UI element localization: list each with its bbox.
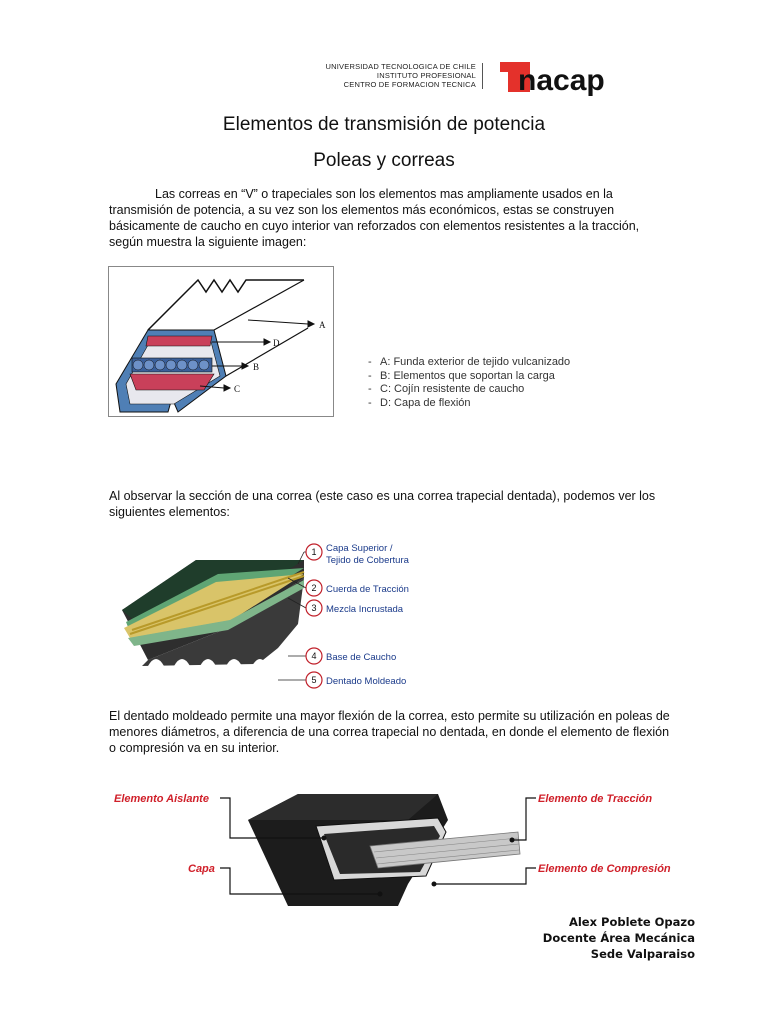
label-elemento-traccion: Elemento de Tracción [538, 793, 653, 805]
paragraph-3-line-3: o compresión va en su interior. [109, 741, 280, 755]
legend-text-d: D: Capa de flexión [380, 396, 471, 409]
callout-label-4: Base de Caucho [326, 652, 397, 663]
callout-label-1b: Tejido de Cobertura [326, 555, 409, 566]
label-b: B [253, 362, 260, 372]
callout-number-4: 4 [311, 651, 317, 661]
label-a: A [319, 320, 326, 330]
paragraph-1 [109, 186, 669, 250]
signature-role: Docente Área Mecánica [542, 931, 695, 945]
label-elemento-compresion: Elemento de Compresión [538, 863, 671, 875]
legend-item: - A: Funda exterior de tejido vulcanizado [368, 356, 571, 368]
label-elemento-aislante: Elemento Aislante [114, 793, 209, 805]
paragraph-3-line-1: El dentado moldeado permite una mayor flexión de la correa, esto permite su utilización en poleas de [109, 709, 670, 723]
legend-item: - B: Elementos que soportan la carga [368, 369, 555, 382]
paragraph-3-line-2: menores diámetros, a diferencia de una correa trapecial no dentada, en donde el elemento de flexión [109, 725, 670, 739]
institution-line-3: CENTRO DE FORMACION TECNICA [343, 80, 476, 89]
callout-number-5: 5 [311, 675, 317, 685]
signature-block [455, 914, 695, 962]
callout-label-1a: Capa Superior / [326, 543, 393, 554]
label-d: D [273, 338, 280, 348]
vbelt-section-figure [108, 266, 334, 418]
header-divider [482, 63, 483, 89]
callout-label-2: Cuerda de Tracción [326, 584, 409, 595]
institution-block [300, 62, 476, 89]
legend-item: - D: Capa de flexión [368, 396, 471, 409]
callout-number-1: 1 [311, 547, 317, 557]
institution-line-1: UNIVERSIDAD TECNOLOGICA DE CHILE [325, 62, 476, 71]
signature-site: Sede Valparaiso [590, 947, 695, 961]
paragraph-2-line-2: siguientes elementos: [109, 505, 230, 519]
belt-components-figure [108, 780, 688, 910]
legend-item: - C: Cojín resistente de caucho [368, 383, 525, 395]
page-subtitle: Poleas y correas [313, 150, 455, 171]
institution-line-2: INSTITUTO PROFESIONAL [376, 71, 476, 80]
label-c: C [234, 384, 241, 394]
paragraph-3 [109, 708, 689, 756]
callout-label-5: Dentado Moldeado [326, 676, 407, 687]
callout-number-3: 3 [311, 603, 317, 613]
figure-1-legend [368, 356, 570, 410]
legend-text-a: A: Funda exterior de tejido vulcanizado [380, 356, 571, 368]
svg-text:nacap: nacap [518, 64, 605, 96]
label-capa: Capa [188, 863, 215, 875]
paragraph-1-line-4: según muestra la siguiente imagen: [109, 235, 307, 249]
paragraph-1-line-3: básicamente de caucho en cuyo interior van reforzados con elementos resistentes a la tracción, [109, 219, 640, 233]
paragraph-2 [109, 488, 679, 520]
legend-text-b: B: Elementos que soportan la carga [380, 369, 555, 382]
legend-text-c: C: Cojín resistente de caucho [380, 383, 525, 395]
inacap-logo [498, 60, 658, 96]
paragraph-1-line-2: transmisión de potencia, a su vez son los elementos más económicos, estas se construyen [109, 203, 615, 217]
callout-label-3: Mezcla Incrustada [326, 604, 404, 615]
callout-number-2: 2 [311, 583, 317, 593]
page-title: Elementos de transmisión de potencia [222, 114, 546, 135]
paragraph-2-line-1: Al observar la sección de una correa (este caso es una correa trapecial dentada), podemos ver los [109, 489, 656, 503]
paragraph-1-line-1: Las correas en “V” o trapeciales son los elementos mas ampliamente usados en la [155, 187, 613, 201]
signature-name: Alex Poblete Opazo [568, 915, 695, 929]
toothed-belt-figure [108, 538, 418, 690]
